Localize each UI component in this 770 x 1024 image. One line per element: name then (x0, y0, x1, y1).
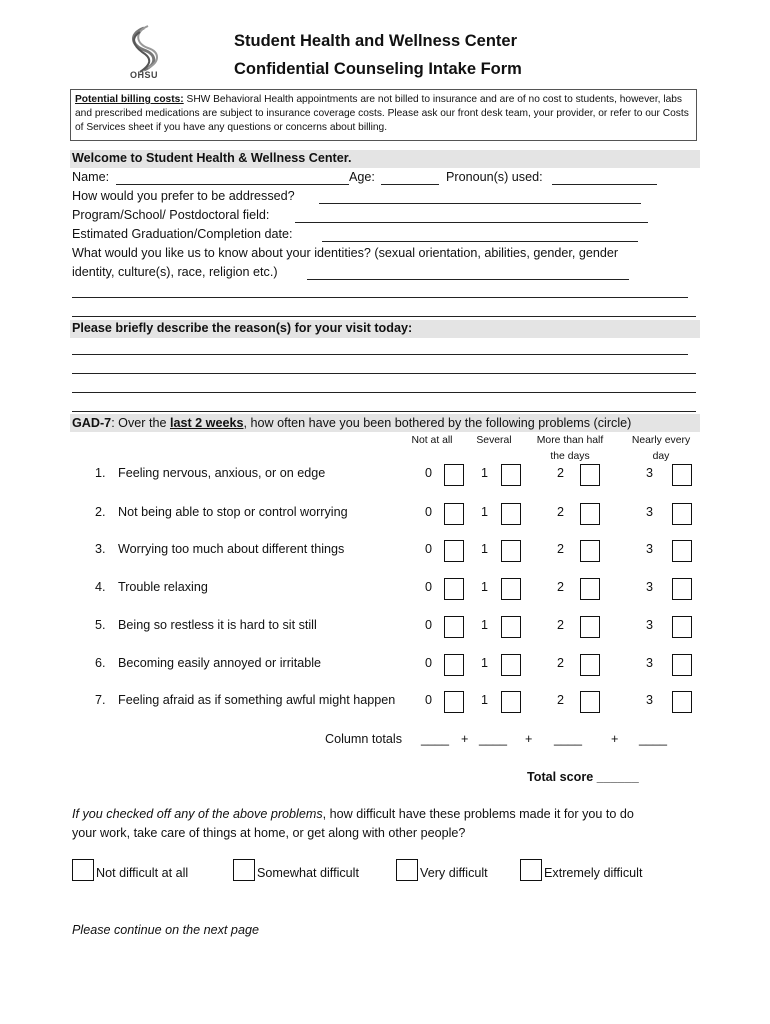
column-totals-label: Column totals (325, 732, 402, 746)
checkbox-extremely-difficult[interactable] (520, 859, 542, 881)
total-blank-3[interactable]: ____ (639, 732, 668, 746)
gad7-answer-box[interactable] (501, 616, 521, 638)
gad7-score-label: 0 (425, 618, 433, 632)
reason-line-2[interactable] (72, 373, 696, 374)
gad7-label: GAD-7 (72, 416, 112, 430)
gad7-item-number: 3. (95, 542, 106, 556)
gad7-answer-box[interactable] (672, 654, 692, 676)
continue-note: Please continue on the next page (72, 923, 259, 937)
gad7-score-label: 2 (557, 580, 565, 594)
gad7-score-label: 1 (481, 693, 489, 707)
identities-extra-line-2[interactable] (72, 316, 696, 317)
name-field[interactable] (116, 184, 349, 185)
pronoun-label: Pronoun(s) used: (446, 170, 543, 184)
gad7-answer-box[interactable] (580, 540, 600, 562)
gad7-answer-box[interactable] (444, 464, 464, 486)
reason-heading: Please briefly describe the reason(s) for your visit today: (72, 321, 413, 335)
total-blank-2[interactable]: ____ (554, 732, 583, 746)
gad7-score-label: 1 (481, 618, 489, 632)
identities-extra-line-1[interactable] (72, 297, 688, 298)
program-field[interactable] (295, 222, 648, 223)
gad7-score-label: 0 (425, 505, 433, 519)
name-label: Name: (72, 170, 110, 184)
gad7-score-label: 0 (425, 693, 433, 707)
billing-text: SHW Behavioral Health appointments are not billed to insurance and are of no cost to students, however, labs and prescribed medications are subject to insurance coverage costs. Please ask our front desk team, your provider, or refer to our Costs of Services sheet if you have any questions or concerns about billing. (75, 94, 689, 134)
difficulty-question-line1 (72, 807, 634, 821)
gad7-item-number: 1. (95, 466, 106, 480)
gad7-answer-box[interactable] (444, 654, 464, 676)
col-header-several: Several (476, 435, 512, 446)
form-title-line2: Confidential Counseling Intake Form (234, 60, 522, 78)
pronoun-field[interactable] (552, 184, 657, 185)
gad7-answer-box[interactable] (444, 691, 464, 713)
gad7-score-label: 1 (481, 656, 489, 670)
gad7-answer-box[interactable] (501, 691, 521, 713)
gad7-score-label: 3 (646, 542, 654, 556)
ohsu-logo (118, 24, 170, 84)
plus-2: + (525, 732, 533, 746)
billing-label: Potential billing costs: (75, 94, 184, 105)
difficulty-rest: , how difficult have these problems made it for you to do (322, 807, 634, 821)
gad7-answer-box[interactable] (444, 616, 464, 638)
gad7-intro-b: last 2 weeks (169, 416, 244, 430)
gad7-item-number: 4. (95, 580, 106, 594)
reason-line-3[interactable] (72, 392, 696, 393)
total-blank-1[interactable]: ____ (479, 732, 508, 746)
col-header-not-at-all: Not at all (411, 435, 453, 446)
gad7-score-label: 2 (557, 542, 565, 556)
checkbox-somewhat-difficult[interactable] (233, 859, 255, 881)
gad7-answer-box[interactable] (501, 503, 521, 525)
gad7-item-number: 5. (95, 618, 106, 632)
form-title-line1: Student Health and Wellness Center (234, 32, 517, 50)
gad7-score-label: 2 (557, 693, 565, 707)
gad7-answer-box[interactable] (672, 540, 692, 562)
gad7-answer-box[interactable] (501, 540, 521, 562)
gad7-item-number: 6. (95, 656, 106, 670)
gad7-score-label: 2 (557, 618, 565, 632)
gad7-answer-box[interactable] (501, 654, 521, 676)
gad7-score-label: 3 (646, 656, 654, 670)
gad7-score-label: 0 (425, 580, 433, 594)
gad7-answer-box[interactable] (444, 540, 464, 562)
graduation-label: Estimated Graduation/Completion date: (72, 227, 293, 241)
gad7-item-text: Feeling nervous, anxious, or on edge (118, 466, 326, 480)
gad7-answer-box[interactable] (580, 616, 600, 638)
gad7-score-label: 0 (425, 466, 433, 480)
difficulty-question-line2: your work, take care of things at home, or get along with other people? (72, 826, 466, 840)
logo-text: OHSU (130, 70, 159, 80)
program-label: Program/School/ Postdoctoral field: (72, 208, 270, 222)
difficulty-italic: If you checked off any of the above problems (72, 807, 323, 821)
option-extremely-difficult: Extremely difficult (544, 866, 643, 880)
total-score[interactable]: Total score ______ (527, 770, 639, 784)
gad7-score-label: 3 (646, 505, 654, 519)
gad7-answer-box[interactable] (672, 503, 692, 525)
total-blank-0[interactable]: ____ (421, 732, 450, 746)
age-label: Age: (349, 170, 375, 184)
gad7-answer-box[interactable] (672, 616, 692, 638)
option-not-difficult: Not difficult at all (96, 866, 189, 880)
checkbox-very-difficult[interactable] (396, 859, 418, 881)
gad7-score-label: 1 (481, 580, 489, 594)
reason-line-1[interactable] (72, 354, 688, 355)
gad7-score-label: 0 (425, 542, 433, 556)
gad7-answer-box[interactable] (501, 578, 521, 600)
plus-3: + (611, 732, 619, 746)
gad7-answer-box[interactable] (672, 578, 692, 600)
gad7-intro-c: , how often have you been bothered by the following problems (circle) (243, 416, 632, 430)
gad7-answer-box[interactable] (580, 691, 600, 713)
gad7-item-text: Not being able to stop or control worrying (118, 505, 348, 519)
gad7-score-label: 1 (481, 505, 489, 519)
gad7-answer-box[interactable] (501, 464, 521, 486)
identities-label-line2: identity, culture(s), race, religion etc.) (72, 265, 278, 279)
plus-1: + (461, 732, 469, 746)
gad7-item-text: Worrying too much about different things (118, 542, 345, 556)
age-field[interactable] (381, 184, 439, 185)
addressed-label: How would you prefer to be addressed? (72, 189, 295, 203)
gad7-answer-box[interactable] (672, 464, 692, 486)
gad7-answer-box[interactable] (580, 578, 600, 600)
gad7-item-text: Feeling afraid as if something awful might happen (118, 693, 396, 707)
addressed-field[interactable] (319, 203, 641, 204)
gad7-score-label: 0 (425, 656, 433, 670)
gad7-answer-box[interactable] (580, 503, 600, 525)
gad7-answer-box[interactable] (444, 503, 464, 525)
gad7-item-text: Being so restless it is hard to sit still (118, 618, 317, 632)
gad7-answer-box[interactable] (444, 578, 464, 600)
welcome-heading: Welcome to Student Health & Wellness Center. (72, 151, 352, 165)
gad7-answer-box[interactable] (580, 654, 600, 676)
gad7-score-label: 2 (557, 466, 565, 480)
gad7-item-number: 7. (95, 693, 106, 707)
gad7-intro-a: : Over the (111, 416, 170, 430)
billing-notice (70, 89, 697, 141)
gad7-score-label: 3 (646, 580, 654, 594)
gad7-score-label: 3 (646, 693, 654, 707)
identities-label-line1: What would you like us to know about your identities? (sexual orientation, abilities, gender, gender (72, 246, 619, 260)
gad7-score-label: 2 (557, 656, 565, 670)
gad7-intro (72, 416, 631, 430)
identities-field[interactable] (307, 279, 629, 280)
gad7-item-text: Trouble relaxing (118, 580, 208, 594)
gad7-item-text: Becoming easily annoyed or irritable (118, 656, 322, 670)
col-header-nearly-every-day: Nearly every day (631, 435, 691, 462)
graduation-field[interactable] (322, 241, 638, 242)
gad7-score-label: 3 (646, 466, 654, 480)
gad7-score-label: 1 (481, 542, 489, 556)
checkbox-not-difficult[interactable] (72, 859, 94, 881)
gad7-item-number: 2. (95, 505, 106, 519)
option-very-difficult: Very difficult (420, 866, 488, 880)
reason-line-4[interactable] (72, 411, 696, 412)
gad7-answer-box[interactable] (672, 691, 692, 713)
gad7-answer-box[interactable] (580, 464, 600, 486)
gad7-score-label: 1 (481, 466, 489, 480)
option-somewhat-difficult: Somewhat difficult (257, 866, 359, 880)
col-header-more-than-half: More than half the days (536, 435, 604, 462)
gad7-score-label: 2 (557, 505, 565, 519)
gad7-score-label: 3 (646, 618, 654, 632)
